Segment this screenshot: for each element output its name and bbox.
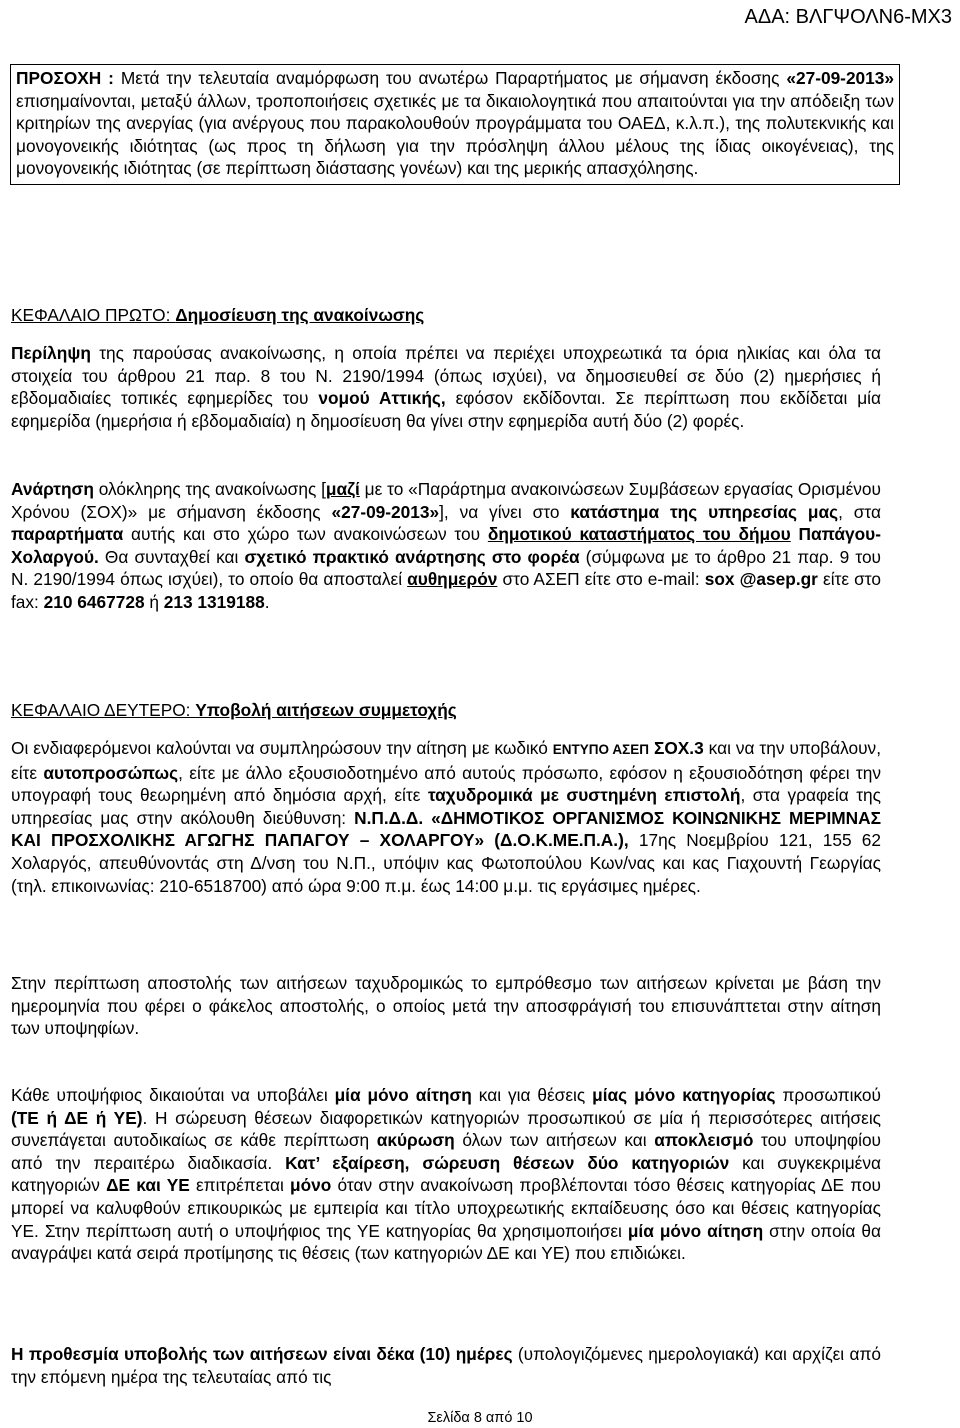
text: Οι ενδιαφερόμενοι καλούνται να συμπληρώσουν την αίτηση με κωδικό <box>11 738 553 758</box>
strong-text: μίας μόνο κατηγορίας <box>592 1085 776 1105</box>
notice-text-2: επισημαίνονται, μεταξύ άλλων, τροποποιήσεις σχετικές με τα δικαιολογητικά που απαιτούνται για την απόδειξη των κριτηρίων της ανεργίας (για ανέργους που παρακολουθούν προγράμματα του ΟΑΕΔ, κ.λ.π.), της πολυτεκνικής και μονογονεικής ιδιότητας (ως προς τη δήλωση για την πρόσληψη άλλου μέλους της ίδιας οικογένειας), της μονογονεικής ιδιότητας (σε περίπτωση διάστασης γονέων) και της μερικής απασχόλησης. <box>16 90 894 179</box>
fax-number: 213 1319188 <box>163 591 265 612</box>
strong-text: Ανάρτηση <box>11 479 94 499</box>
strong-text: Παπάγου-Χολαργού. <box>11 524 881 567</box>
strong-text: νομού Αττικής, <box>318 388 446 409</box>
fax-number: 210 6467728 <box>43 591 145 612</box>
chapter1-posting-paragraph <box>11 478 881 614</box>
notice-text: Μετά την τελευταία αναμόρφωση του ανωτέρω Παραρτήματος με σήμανση έκδοσης <box>113 68 787 88</box>
text: ], να γίνει στο <box>439 501 571 522</box>
text: , στα <box>838 501 881 522</box>
text: και να την υποβάλουν, είτε <box>11 738 881 783</box>
chapter2-category-paragraph <box>11 1084 881 1265</box>
strong-text: μία μόνο αίτηση <box>627 1220 764 1241</box>
text: (σύμφωνα με το άρθρο 21 παρ. 9 του Ν. 2190/1994 όπως ισχύει), το οποίο θα αποσταλεί <box>11 546 882 590</box>
chapter1-heading <box>11 304 891 327</box>
strong-text: ακύρωση <box>376 1130 455 1151</box>
text: και συγκεκριμένα κατηγοριών <box>11 1152 881 1196</box>
text: (υπολογιζόμενες ημερολογιακά) και αρχίζει από την επόμενη ημέρα της τελευταίας από τις <box>11 1344 881 1387</box>
strong-text: (ΤΕ ή ΔΕ ή ΥΕ) <box>11 1107 143 1128</box>
text: στο ΑΣΕΠ είτε στο e-mail: <box>497 569 705 590</box>
text: , είτε με άλλο εξουσιοδοτημένο από αυτούς πρόσωπο, εφόσον η εξουσιοδότηση φέρει την υπογραφή τους θεωρημένη από δημόσια αρχή, είτε <box>11 762 881 806</box>
organization-name: Ν.Π.Δ.Δ. «ΔΗΜΟΤΙΚΟΣ ΟΡΓΑΝΙΣΜΟΣ ΚΟΙΝΩΝΙΚΗΣ ΜΕΡΙΜΝΑΣ ΚΑΙ ΠΡΟΣΧΟΛΙΚΗΣ ΑΓΩΓΗΣ ΠΑΠΑΓΟΥ – ΧΟΛΑΡΓΟΥ» (Δ.Ο.Κ.ΜΕ.Π.Α.), <box>11 807 881 851</box>
chapter1-heading-title: Δημοσίευση της ανακοίνωσης <box>175 305 425 325</box>
chapter1-heading-prefix: ΚΕΦΑΛΑΙΟ ΠΡΩΤΟ: <box>11 305 176 325</box>
strong-text: Κατ’ εξαίρεση, σώρευση θέσεων δύο κατηγοριών <box>285 1152 730 1173</box>
text: ή <box>144 591 164 612</box>
text: 17ης Νοεμβρίου 121, 155 62 Χολαργός, απευθύνοντάς στη Δ/νση του Ν.Π., υπόψιν κας Φωτοπούλου Κων/νας και κας Γιαχουντή Γεωργίας (τηλ. επικοινωνίας: 210-6518700) από ώρα 9:00 π.μ. έως 14:00 μ.μ. τις εργάσιμες ημέρες. <box>11 830 882 896</box>
chapter2-heading <box>11 699 891 722</box>
text: επιτρέπεται <box>189 1175 291 1196</box>
text: και για θέσεις <box>471 1085 593 1105</box>
chapter2-heading-title: Υποβολή αιτήσεων συμμετοχής <box>195 700 457 720</box>
strong-text: μόνο <box>290 1175 332 1196</box>
text: εφόσον εκδίδονται. Σε περίπτωση που εκδίδεται μία εφημερίδα (ημερήσια ή εβδομαδιαία) η δημοσίευση θα γίνει στην εφημερίδα αυτή δύο (2) φορές. <box>11 388 882 431</box>
strong-text: αυτοπροσώπως <box>43 762 179 783</box>
chapter1-summary-paragraph <box>11 342 881 432</box>
text: του υποψηφίου από την περαιτέρω διαδικασία. <box>11 1130 882 1173</box>
notice-date: «27-09-2013» <box>786 68 894 88</box>
text: όταν στην ανακοίνωση προβλέπονται τόσο θέσεις κατηγορίας ΔΕ που μπορεί να καλυφθούν επικουρικώς με εμπειρία και τίτλο υποχρεωτικής εκπαίδευσης όσο και θέσεις κατηγορίας ΥΕ. Στην περίπτωση αυτή ο υποψήφιος της ΥΕ κατηγορίας θα χρησιμοποιήσει <box>11 1175 882 1241</box>
text: . <box>264 591 270 612</box>
strong-text: κατάστημα της υπηρεσίας μας <box>570 501 839 522</box>
strong-underlined-text: μαζί <box>325 479 360 499</box>
text: ολόκληρης της ανακοίνωσης [ <box>93 479 326 499</box>
strong-text: Η προθεσμία υποβολής των αιτήσεων είναι δέκα (10) ημέρες <box>11 1344 513 1364</box>
strong-text: ΔΕ και ΥΕ <box>106 1175 190 1196</box>
chapter2-postal-paragraph <box>11 972 881 1040</box>
chapter2-heading-prefix: ΚΕΦΑΛΑΙΟ ΔΕΥΤΕΡΟ: <box>11 700 196 720</box>
strong-text: Περίληψη <box>11 343 91 363</box>
chapter2-deadline-paragraph <box>11 1343 881 1388</box>
text: Στην περίπτωση αποστολής των αιτήσεων ταχυδρομικώς το εμπρόθεσμο των αιτήσεων κρίνεται με βάση την ημερομηνία που φέρει ο φάκελος αποστολής, ο οποίος μετά την αποσφράγισή του επισυνάπτεται στην αίτηση των υποψηφίων. <box>11 973 881 1039</box>
strong-underlined-text: αυθημερόν <box>407 569 498 590</box>
text: αυτής και στο χώρο των ανακοινώσεων του <box>123 524 488 545</box>
text: με το «Παράρτημα ανακοινώσεων Συμβάσεων εργασίας Ορισμένου Χρόνου (ΣΟΧ)» με σήμανση έκδοσης <box>11 479 881 522</box>
strong-text: μία μόνο αίτηση <box>334 1085 472 1105</box>
strong-text: «27-09-2013» <box>331 501 440 522</box>
page-number: Σελίδα 8 από 10 <box>427 1410 533 1426</box>
text: . Η σώρευση θέσεων διαφορετικών κατηγοριών προσωπικού σε μία ή περισσότερες αιτήσεις συνεπάγεται αυτοδικαίως σε κάθε περίπτωση <box>11 1107 881 1151</box>
notice-box <box>10 64 900 185</box>
form-code: ΕΝΤΥΠΟ ΑΣΕΠ <box>552 742 650 757</box>
form-code-suffix: ΣΟΧ.3 <box>653 738 704 758</box>
strong-text: ταχυδρομικά με συστημένη επιστολή <box>427 785 741 806</box>
strong-underlined-text: δημοτικού καταστήματος του δήμου <box>487 524 791 545</box>
strong-text: παραρτήματα <box>11 524 124 545</box>
notice-lead: ΠΡΟΣΟΧΗ : <box>16 68 114 88</box>
text: Θα συνταχθεί και <box>98 546 245 567</box>
text: όλων των αιτήσεων και <box>454 1130 655 1151</box>
text: είτε στο fax: <box>11 569 882 612</box>
text <box>791 524 799 544</box>
text: προσωπικού <box>775 1085 881 1105</box>
text: Κάθε υποψήφιος δικαιούται να υποβάλει <box>11 1085 335 1105</box>
strong-text: αποκλεισμό <box>654 1130 754 1151</box>
strong-text: σχετικό πρακτικό ανάρτησης στο φορέα <box>244 546 580 567</box>
email-address: sox @asep.gr <box>704 569 818 590</box>
text: της παρούσας ανακοίνωσης, η οποία πρέπει να περιέχει υποχρεωτικά τα όρια ηλικίας και όλα τα στοιχεία του άρθρου 21 παρ. 8 του Ν. 2190/1994 (όπως ισχύει), να δημοσιευθεί σε δύο (2) ημερήσιες ή εβδομαδιαίες τοπικές εφημερίδες του <box>11 343 881 409</box>
text: στην οποία θα αναγράψει κατά σειρά προτίμησης τις θέσεις (των κατηγοριών ΔΕ και ΥΕ) που επιδιώκει. <box>11 1220 881 1264</box>
chapter2-submission-paragraph <box>11 737 881 897</box>
text: , στα γραφεία της υπηρεσίας μας στην ακόλουθη διεύθυνση: <box>11 785 881 828</box>
ada-code: ΑΔΑ: ΒΛΓΨΟΛΝ6-ΜΧ3 <box>744 6 952 28</box>
